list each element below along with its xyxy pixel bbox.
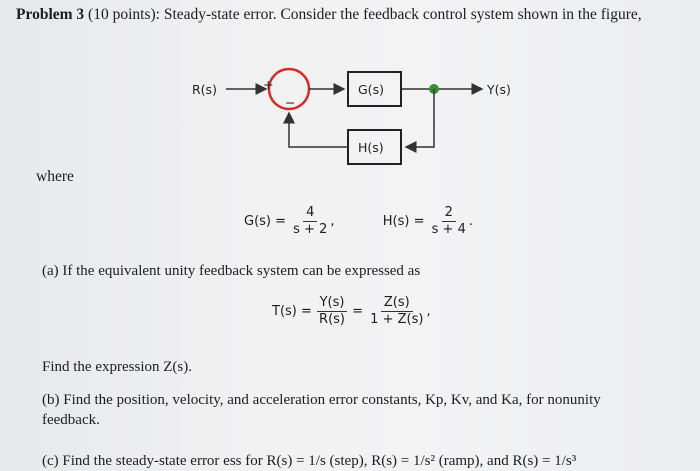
- part-a-text: (a) If the equivalent unity feedback system can be expressed as: [42, 263, 421, 279]
- where-label: where: [36, 168, 74, 185]
- equals-sign: =: [352, 304, 364, 319]
- find-z-text: Find the expression Z(s).: [42, 359, 192, 375]
- yr-denominator: R(s): [319, 312, 345, 327]
- feedback-path-in: [406, 89, 434, 147]
- feedback-block-label: H(s): [358, 140, 384, 155]
- block-diagram: [0, 0, 700, 171]
- problem-label: Problem 3: [16, 6, 85, 23]
- h-lhs: H(s) =: [382, 214, 425, 229]
- problem-text: (10 points): Steady-state error. Consider the feedback control system shown in the figure,: [88, 6, 642, 23]
- g-lhs: G(s) =: [244, 214, 287, 229]
- g-numerator: 4: [303, 206, 317, 222]
- yr-numerator: Y(s): [317, 296, 348, 312]
- g-denominator: s + 2: [293, 222, 328, 237]
- part-c-text: (c) Find the steady-state error ess for R(s) = 1/s (step), R(s) = 1/s² (ramp), and R(s) = 1/s³: [42, 453, 577, 469]
- minus-sign: −: [285, 95, 296, 110]
- t-lhs: T(s) =: [272, 304, 312, 319]
- closed-loop-equation: [272, 296, 431, 327]
- plus-sign: +: [263, 77, 274, 92]
- output-label: Y(s): [487, 82, 511, 97]
- h-end: .: [468, 214, 473, 229]
- h-fraction: [429, 206, 469, 237]
- yr-fraction: [316, 296, 348, 327]
- forward-block-label: G(s): [358, 82, 384, 97]
- g-fraction: [290, 206, 330, 237]
- transfer-functions: [244, 206, 473, 237]
- part-b-text: (b) Find the position, velocity, and acceleration error constants, Kp, Kv, and Ka, for nonunity feedback.: [42, 392, 601, 428]
- z-numerator: Z(s): [381, 296, 413, 312]
- h-denominator: s + 4: [431, 222, 466, 237]
- z-denominator: 1 + Z(s): [370, 312, 424, 327]
- eq-end: ,: [426, 304, 431, 319]
- g-separator: ,: [330, 214, 335, 229]
- h-numerator: 2: [442, 206, 456, 222]
- input-label: R(s): [192, 82, 217, 97]
- feedback-path-out: [289, 113, 348, 147]
- z-fraction: [367, 296, 426, 327]
